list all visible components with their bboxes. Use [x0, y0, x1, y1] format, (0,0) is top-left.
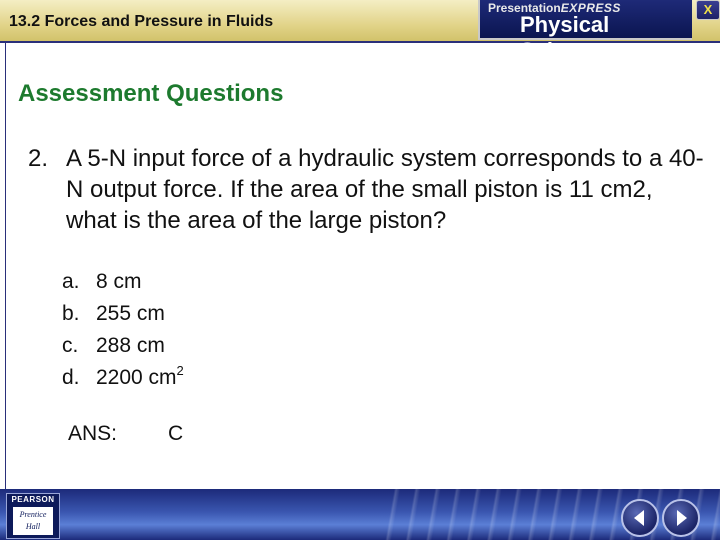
publisher-name: PEARSON	[11, 495, 55, 504]
next-arrow-icon	[664, 501, 698, 535]
question-text: A 5-N input force of a hydraulic system corresponds to a 40-N output force. If the area of the small piston is 11 cm2, what is the area of the large piston?	[66, 145, 704, 234]
section-name: Forces and Pressure in Fluids	[44, 13, 274, 30]
option-value: 255 cm	[96, 302, 165, 325]
header-bar	[0, 0, 720, 63]
question-number: 2.	[28, 145, 49, 172]
previous-slide-button[interactable]	[621, 499, 659, 537]
next-slide-button[interactable]	[662, 499, 700, 537]
option-letter: c.	[62, 334, 79, 357]
option-letter: b.	[62, 302, 80, 325]
option-value: 2200 $cm^2$	[96, 363, 184, 389]
imprint-line2: Hall	[25, 522, 41, 531]
option-value: 8 cm	[96, 270, 142, 293]
imprint-box	[12, 506, 54, 536]
footer-bar	[0, 489, 720, 540]
brand-logo	[478, 0, 692, 63]
brand-top-text: Presentation	[488, 1, 561, 15]
option-letter: a.	[62, 270, 80, 293]
section-title	[9, 13, 273, 31]
previous-arrow-icon	[623, 501, 657, 535]
publisher-logo	[6, 493, 60, 539]
answer-label: ANS:	[68, 422, 118, 445]
answer-value: C	[168, 422, 184, 445]
option-value: 288 cm	[96, 334, 165, 357]
close-button[interactable]: X	[696, 0, 720, 20]
brand-main: Physical Science	[520, 12, 610, 63]
imprint-line1: Prentice	[19, 510, 47, 519]
frame-divider	[5, 41, 6, 490]
option-superscript: 2	[176, 363, 184, 378]
slide-heading: Assessment Questions	[18, 80, 284, 107]
section-number: 13.2	[9, 13, 41, 30]
brand-top-emph: EXPRESS	[560, 1, 621, 15]
option-letter: d.	[62, 366, 80, 389]
